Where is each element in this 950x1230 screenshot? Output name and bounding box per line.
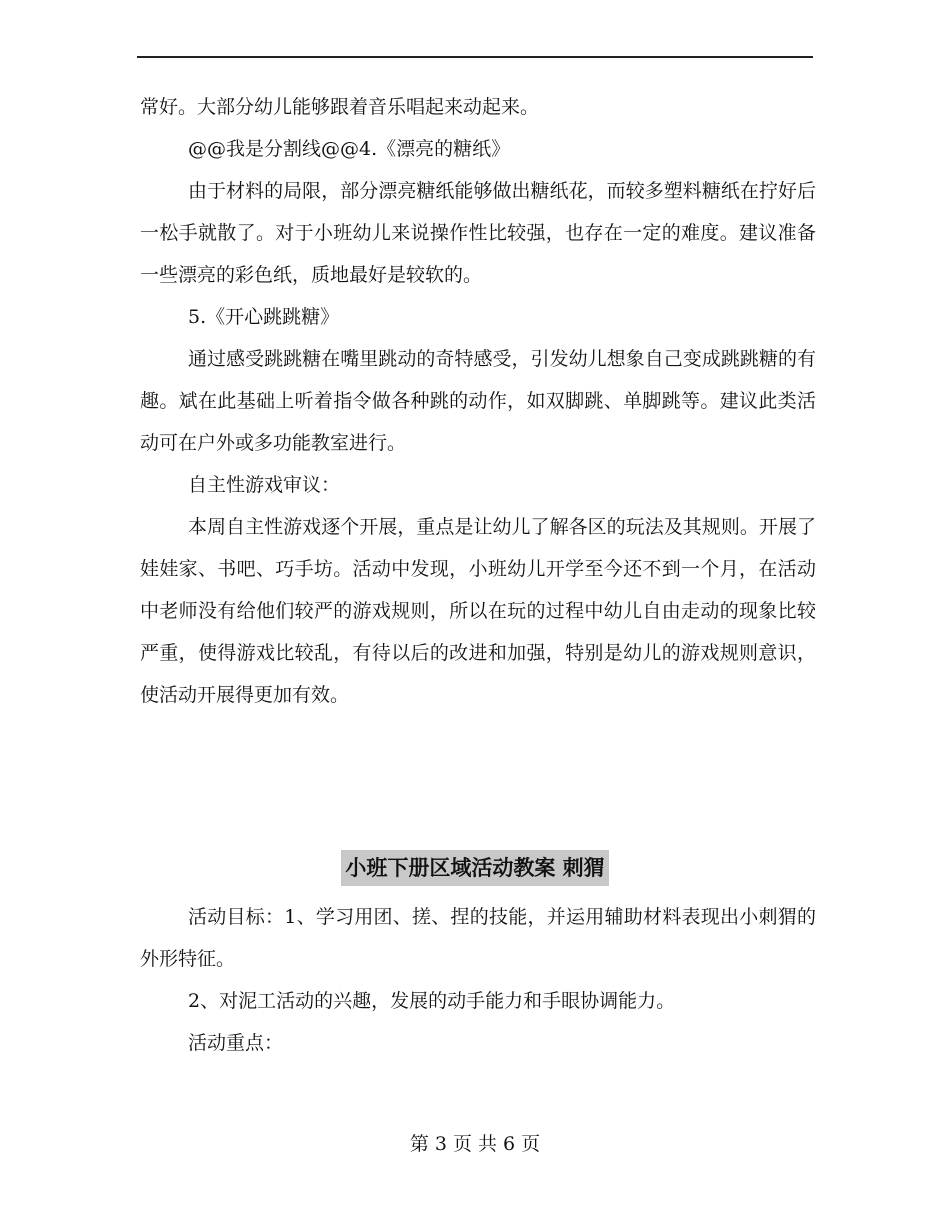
- section-title: 小班下册区域活动教案 刺猬: [341, 850, 608, 886]
- paragraph: 2、对泥工活动的兴趣，发展的动手能力和手眼协调能力。: [188, 990, 676, 1012]
- paragraph: @@我是分割线@@4.《漂亮的糖纸》: [188, 138, 511, 160]
- paragraph: 5.《开心跳跳糖》: [188, 306, 340, 328]
- header-rule: [137, 56, 813, 58]
- paragraph: 自主性游戏审议：: [188, 474, 341, 496]
- paragraph: 活动重点：: [188, 1032, 284, 1054]
- section-title-wrap: [0, 850, 950, 886]
- page-footer: 第 3 页 共 6 页: [409, 1133, 541, 1155]
- paragraph: 通过感受跳跳糖在嘴里跳动的奇特感受，引发幼儿想象自己变成跳跳糖的有趣。斌在此基础上听着指令做各种跳的动作，如双脚跳、单脚跳等。建议此类活动可在户外或多功能教室进行。: [140, 348, 816, 454]
- document-body: [140, 86, 816, 716]
- paragraph: 本周自主性游戏逐个开展，重点是让幼儿了解各区的玩法及其规则。开展了娃娃家、书吧、巧手坊。活动中发现，小班幼儿开学至今还不到一个月，在活动中老师没有给他们较严的游戏规则，所以在玩的过程中幼儿自由走动的现象比较严重，使得游戏比较乱，有待以后的改进和加强，特别是幼儿的游戏规则意识，使活动开展得更加有效。: [140, 516, 816, 706]
- section-body: [140, 896, 816, 1064]
- paragraph: 活动目标：1、学习用团、搓、捏的技能，并运用辅助材料表现出小刺猬的外形特征。: [140, 906, 816, 970]
- paragraph: 常好。大部分幼儿能够跟着音乐唱起来动起来。: [140, 96, 540, 118]
- paragraph: 由于材料的局限，部分漂亮糖纸能够做出糖纸花，而较多塑料糖纸在拧好后一松手就散了。对于小班幼儿来说操作性比较强，也存在一定的难度。建议准备一些漂亮的彩色纸，质地最好是较软的。: [140, 180, 816, 286]
